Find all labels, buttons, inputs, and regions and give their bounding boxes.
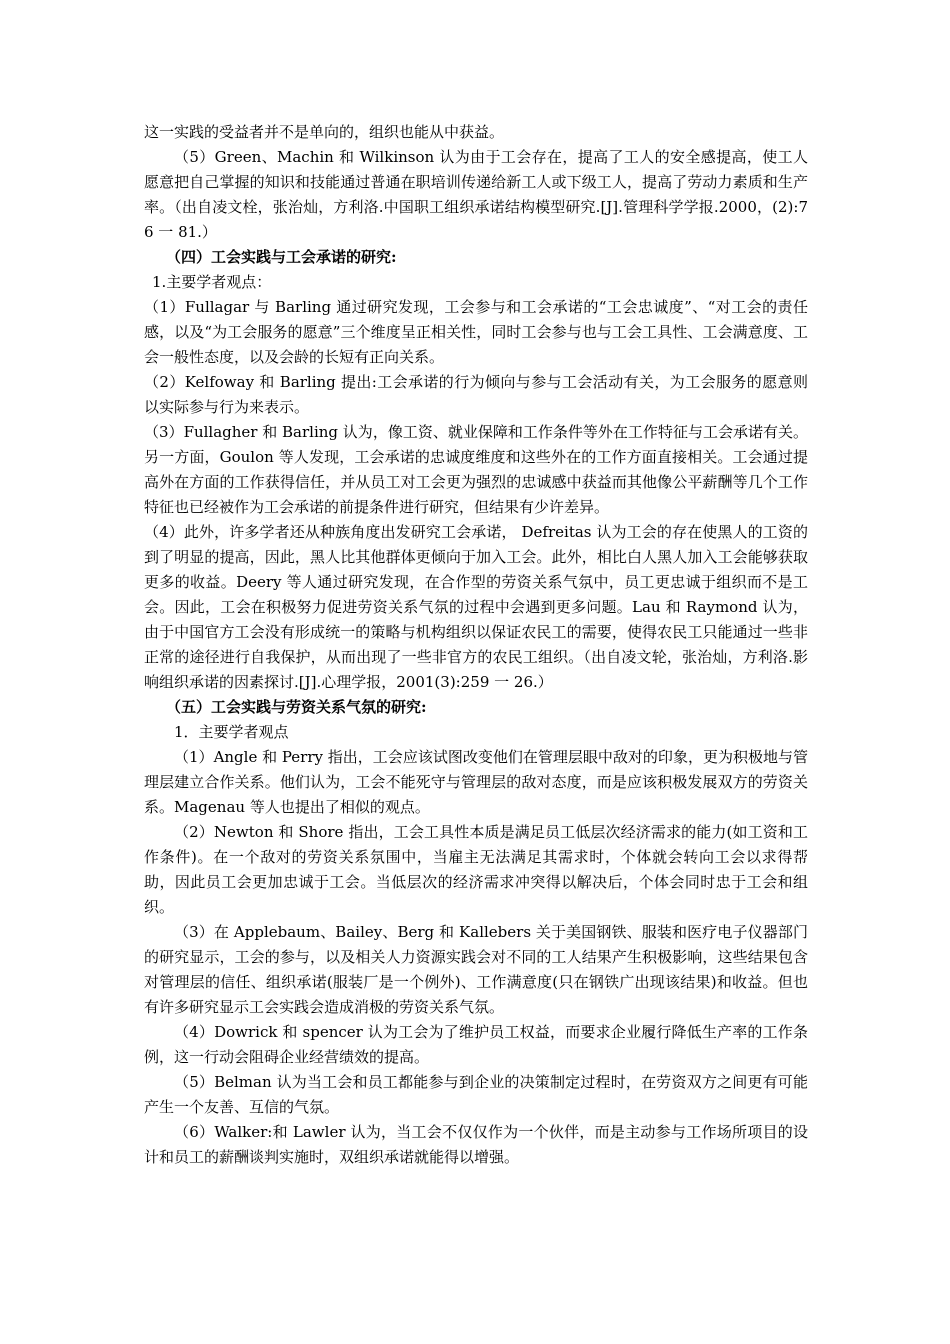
paragraph-fullagher-barling: （3）Fullagher 和 Barling 认为，像工资、就业保障和工作条件等外在工作特征与工会承诺有关。另一方面，Goulon 等人发现，工会承诺的忠诚度维度和这些外在的工作方面直接相关。工会通过提高外在方面的工作获得信任，并从员工对工会更为强烈的忠诚感中获益而其他像公平薪酬等几个工作特征也已经被作为工会承诺的前提条件进行研究，但结果有少许差异。 bbox=[144, 423, 808, 516]
paragraph-walker-lawler: （6）Walker:和 Lawler 认为，当工会不仅仅作为一个伙伴，而是主动参与工作场所项目的设计和员工的薪酬谈判实施时，双组织承诺就能得以增强。 bbox=[144, 1123, 808, 1166]
paragraph-dowrick-spencer: （4）Dowrick 和 spencer 认为工会为了维护员工权益，而要求企业履行降低生产率的工作条例，这一行动会阻碍企业经营绩效的提高。 bbox=[144, 1023, 808, 1066]
paragraph-belman: （5）Belman 认为当工会和员工都能参与到企业的决策制定过程时，在劳资双方之间更有可能产生一个友善、互信的气氛。 bbox=[144, 1073, 808, 1116]
section-heading-4: （四）工会实践与工会承诺的研究: bbox=[166, 248, 397, 266]
paragraph-newton-shore: （2）Newton 和 Shore 指出，工会工具性本质是满足员工低层次经济需求的能力(如工资和工作条件)。在一个敌对的劳资关系氛围中，当雇主无法满足其需求时，个体就会转向工会以求得帮助，因此员工会更加忠诚于工会。当低层次的经济需求冲突得以解决后，个体会同时忠于工会和组织。 bbox=[144, 823, 808, 916]
subheading-main-views-4: 1.主要学者观点： bbox=[152, 273, 272, 291]
paragraph-green-machin-wilkinson: （5）Green、Machin 和 Wilkinson 认为由于工会存在，提高了工人的安全感提高，使工人愿意把自己掌握的知识和技能通过普通在职培训传递给新工人或下级工人，提高了劳动力素质和生产率。（出自凌文栓，张治灿，方利洛.中国职工组织承诺结构模型研究.[J].管理科学学报.2000，(2):76 一 81.） bbox=[144, 148, 808, 241]
paragraph-fullagar-barling: （1）Fullagar 与 Barling 通过研究发现，工会参与和工会承诺的“工会忠诚度”、“对工会的责任感，以及“为工会服务的愿意”三个维度呈正相关性，同时工会参与也与工会工具性、工会满意度、工会一般性态度，以及会龄的长短有正向关系。 bbox=[144, 298, 808, 366]
paragraph-race-perspective: （4）此外，许多学者还从种族角度出发研究工会承诺， Defreitas 认为工会的存在使黑人的工资的到了明显的提高，因此，黑人比其他群体更倾向于加入工会。此外，相比白人黑人加入工会能够获取更多的收益。Deery 等人通过研究发现，在合作型的劳资关系气氛中，员工更忠诚于组织而不是工会。因此，工会在积极努力促进劳资关系气氛的过程中会遇到更多问题。Lau 和 Raymond 认为，由于中国官方工会没有形成统一的策略与机构组织以保证农民工的需要，使得农民工只能通过一些非正常的途径进行自我保护，从而出现了一些非官方的农民工组织。（出自凌文轮，张治灿，方利洛.影响组织承诺的因素探讨.[J].心理学报，2001(3):259 一 26.） bbox=[144, 523, 808, 691]
subheading-main-views-5: 1．主要学者观点 bbox=[174, 723, 289, 741]
paragraph-applebaum: （3）在 Applebaum、Bailey、Berg 和 Kallebers 关于美国钢铁、服装和医疗电子仪器部门的研究显示，工会的参与，以及相关人力资源实践会对不同的工人结果产生积极影响，这些结果包含对管理层的信任、组织承诺(服装厂是一个例外)、工作满意度(只在钢铁广出现该结果)和收益。但也有许多研究显示工会实践会造成消极的劳资关系气氛。 bbox=[144, 923, 808, 1016]
paragraph-angle-perry: （1）Angle 和 Perry 指出，工会应该试图改变他们在管理层眼中敌对的印象，更为积极地与管理层建立合作关系。他们认为，工会不能死守与管理层的敌对态度，而是应该积极发展双方的劳资关系。Magenau 等人也提出了相似的观点。 bbox=[144, 748, 808, 816]
document-page bbox=[144, 120, 808, 1170]
paragraph-continuation: 这一实践的受益者并不是单向的，组织也能从中获益。 bbox=[144, 123, 505, 141]
section-heading-5: （五）工会实践与劳资关系气氛的研究: bbox=[166, 698, 427, 716]
paragraph-kelfoway-barling: （2）Kelfoway 和 Barling 提出:工会承诺的行为倾向与参与工会活动有关，为工会服务的愿意则以实际参与行为来表示。 bbox=[144, 373, 808, 416]
